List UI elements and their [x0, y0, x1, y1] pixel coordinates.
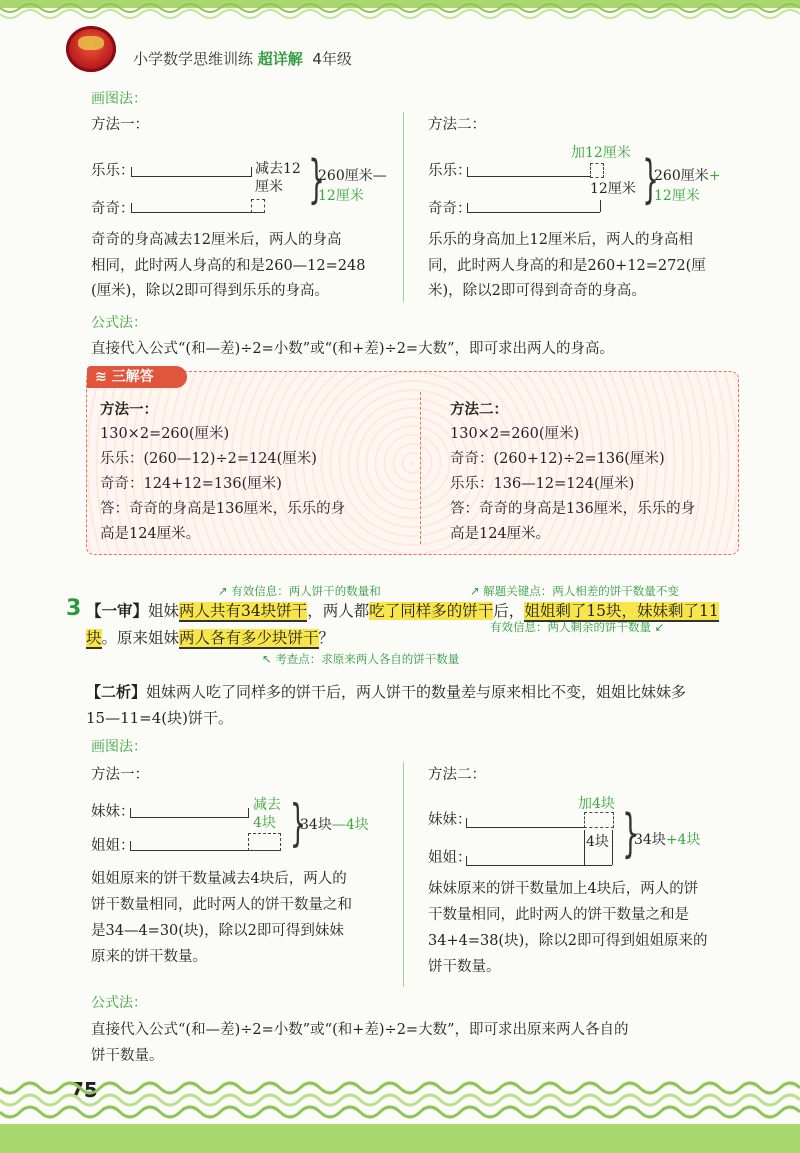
bar-tick — [612, 830, 613, 865]
meimei-bar — [466, 827, 584, 828]
lele-bar — [131, 176, 251, 177]
column-divider — [403, 112, 404, 302]
answer-divider — [420, 392, 421, 544]
method1-explanation: 姐姐原来的饼干数量减去4块后，两人的 饼干数量相同，此时两人的饼干数量之和 是34—4=30(块)，除以2即可得到妹妹 原来的饼干数量。 — [91, 871, 352, 965]
jiejie-label: 姐姐： — [91, 838, 135, 854]
bar-tick — [584, 830, 585, 865]
method2-title: 方法二： — [428, 117, 486, 133]
method2-total: 260厘米+ 12厘米 — [654, 168, 721, 204]
method2-add-label: 加12厘米 — [571, 145, 631, 161]
wave-icon: ≋ — [95, 369, 112, 385]
meimei-bar — [130, 817, 248, 818]
method1-title: 方法一： — [91, 117, 149, 133]
lele-bar — [467, 176, 591, 177]
meimei-label: 妹妹： — [428, 812, 472, 828]
annotation-remaining: 有效信息：两人剩余的饼干数量 ↙ — [490, 620, 665, 634]
header-title: 小学数学思维训练 超详解 4年级 — [133, 50, 352, 68]
formula-text: 直接代入公式“(和—差)÷2=小数”或“(和+差)÷2=大数”，即可求出原来两人各自的 饼干数量。 — [91, 1022, 629, 1064]
method1-total: 260厘米— 12厘米 — [318, 168, 387, 204]
brace-icon: } — [308, 150, 325, 210]
lele-label: 乐乐： — [91, 163, 135, 179]
answer-tag: ≋ 三解答 — [87, 366, 187, 388]
jiejie-bar — [466, 865, 612, 866]
answer-method1: 方法一： 130×2=260(厘米) 乐乐：(260—12)÷2=124(厘米) 奇奇：124+12=136(厘米) 答：奇奇的身高是136厘米，乐乐的身 高是124厘米。 — [100, 401, 346, 542]
formula-heading: 公式法： — [91, 315, 147, 331]
bar-tick — [600, 200, 601, 212]
meimei-label: 妹妹： — [91, 804, 135, 820]
method1-subtract-label: 减去12 厘米 — [255, 161, 301, 195]
qiqi-label: 奇奇： — [428, 201, 472, 217]
method1-subtract-label: 减去 4块 — [253, 797, 281, 831]
question-number: 3 — [66, 596, 82, 621]
footer-wave-border — [0, 1068, 800, 1153]
method2-total: 34块+4块 — [634, 832, 701, 848]
jiejie-label: 姐姐： — [428, 850, 472, 866]
annotation-exam-point: ↖ 考查点：求原来两人各自的饼干数量 — [262, 652, 460, 666]
method2-mid-label: 4块 — [586, 834, 609, 850]
header-wave-border — [0, 0, 800, 22]
annotation-sum: ↗ 有效信息：两人饼干的数量和 — [218, 584, 381, 598]
method2-explanation: 乐乐的身高加上12厘米后，两人的身高相 同，此时两人身高的和是260+12=272(厘 米)，除以2即可得到奇奇的身高。 — [428, 232, 706, 299]
question-line1: 【一审】姐妹两人共有34块饼干，两人都吃了同样多的饼干后，姐姐剩了15块，妹妹剩了11 — [86, 601, 719, 620]
analysis-line2: 15—11=4(块)饼干。 — [86, 709, 233, 727]
method2-title: 方法二： — [428, 767, 486, 783]
analysis-line1: 【二析】姐妹两人吃了同样多的饼干后，两人饼干的数量差与原来相比不变，姐姐比妹妹多 — [86, 683, 687, 701]
difference-dashed-box — [248, 833, 281, 851]
brace-icon: } — [622, 804, 639, 864]
bar-tick — [248, 808, 249, 818]
formula-text: 直接代入公式“(和—差)÷2=小数”或“(和+差)÷2=大数”，即可求出两人的身高。 — [91, 341, 614, 357]
bar-tick — [251, 167, 252, 177]
answer-method2: 方法二： 130×2=260(厘米) 奇奇：(260+12)÷2=136(厘米) 乐乐：136—12=124(厘米) 答：奇奇的身高是136厘米，乐乐的身 高是124厘米。 — [450, 401, 696, 542]
page-number: 75 — [70, 1078, 98, 1102]
brace-icon: } — [289, 794, 306, 852]
method2-mid-label: 12厘米 — [590, 181, 636, 197]
method1-title: 方法一： — [91, 767, 149, 783]
formula-heading: 公式法： — [91, 995, 147, 1011]
brace-icon: } — [642, 150, 659, 210]
qiqi-label: 奇奇： — [91, 201, 135, 217]
column-divider — [403, 762, 404, 987]
draw-method-heading: 画图法： — [91, 91, 147, 107]
question-line2: 块。原来姐妹两人各有多少块饼干？ — [86, 629, 335, 647]
qiqi-bar — [131, 212, 264, 213]
lele-label: 乐乐： — [428, 163, 472, 179]
draw-method-heading: 画图法： — [91, 739, 147, 755]
annotation-key: ↗ 解题关键点：两人相差的饼干数量不变 — [470, 584, 679, 598]
book-logo-icon — [66, 26, 116, 72]
method1-explanation: 奇奇的身高减去12厘米后，两人的身高 相同，此时两人身高的和是260—12=248 (厘米)，除以2即可得到乐乐的身高。 — [91, 232, 366, 299]
difference-dashed-box — [584, 812, 614, 828]
difference-dashed-box — [251, 199, 265, 213]
method1-total: 34块—4块 — [300, 817, 369, 833]
difference-dashed-box — [590, 163, 604, 178]
method2-explanation: 妹妹原来的饼干数量加上4块后，两人的饼 干数量相同，此时两人的饼干数量之和是 34+4=38(块)，除以2即可得到姐姐原来的 饼干数量。 — [428, 881, 708, 975]
qiqi-bar — [467, 212, 600, 213]
method2-add-label: 加4块 — [578, 796, 615, 812]
